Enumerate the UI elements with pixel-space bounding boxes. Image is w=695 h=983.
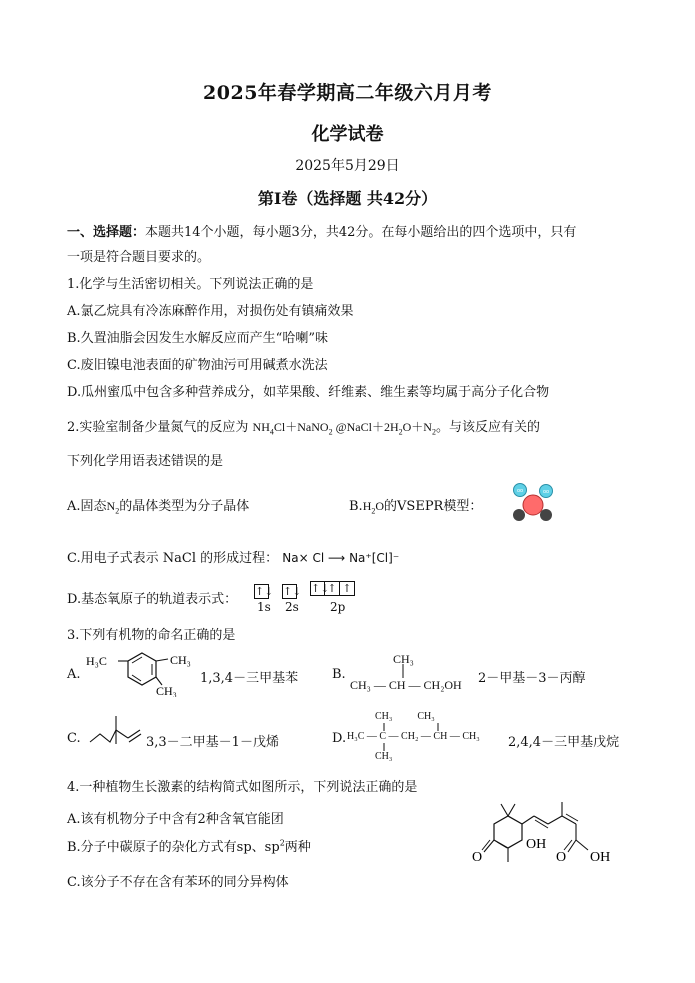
q1-option-d: D.瓜州蜜瓜中包含多种营养成分，如苹果酸、纤维素、维生素等均属于高分子化合物 <box>67 385 550 400</box>
exam-date: 2025年5月29日 <box>295 158 400 174</box>
nacl-cl-lhs: Cl <box>312 551 325 565</box>
q4-option-c: C.该分子不存在含有苯环的同分异构体 <box>67 875 289 890</box>
orbital-box: ↑↓ <box>311 582 330 595</box>
nacl-cl-rhs: Cl <box>376 551 389 565</box>
q2-reaction-equation: $NH_4Cl+NaNO_2$ $@NaCl+2H_2O+N_2$ <box>252 420 436 437</box>
q2-stem-post: 。与该反应有关的 <box>435 420 540 435</box>
orbital-label-2p: 2p <box>330 600 346 614</box>
q2-option-c <box>67 547 399 566</box>
nacl-lhs: Na× <box>282 551 309 565</box>
q3-option-c-label: C. <box>67 731 81 746</box>
nacl-rhs-end: ]⁻ <box>388 551 400 565</box>
vsepr-model-image <box>506 480 558 526</box>
orbital-label-2s: 2s <box>285 600 299 614</box>
svg-text:H₃C: H₃C <box>86 654 107 668</box>
svg-text:CH₃: CH₃ <box>156 684 177 697</box>
q2-stem-pre: 2.实验室制备少量氮气的反应为 <box>67 420 249 435</box>
q1-stem: 1.化学与生活密切相关。下列说法正确的是 <box>67 277 314 292</box>
q3-option-c-name: 3,3－二甲基－1－戊烯 <box>146 735 279 750</box>
trimethylbenzene-structure <box>84 645 200 697</box>
q2-stem-2: 下列化学用语表述错误的是 <box>67 454 224 469</box>
q4-option-b <box>67 836 311 855</box>
q2-option-a <box>67 495 249 515</box>
q3-option-d-name: 2,4,4－三甲基戊烷 <box>508 735 620 750</box>
plant-hormone-structure <box>468 800 648 870</box>
orbital-2p <box>310 581 355 596</box>
intro-text: 本题共14个小题，每小题3分，共42分。在每小题给出的四个选项中，只有 <box>145 225 577 240</box>
orbital-2s <box>282 581 302 600</box>
q4-option-a: A.该有机物分子中含有2种含氧官能团 <box>67 812 284 827</box>
q3-option-b-label: B. <box>332 667 346 682</box>
q3-d-bottom-methyl: CH₃ <box>375 751 393 762</box>
q3-b-bond <box>401 664 405 678</box>
q1-option-c: C.废旧镍电池表面的矿物油污可用碱煮水洗法 <box>67 358 328 373</box>
exam-title: 2025年春学期高二年级六月月考 <box>203 82 492 104</box>
q2-d-text: D.基态氧原子的轨道表示式： <box>67 592 238 607</box>
q3-option-b-name: 2－甲基－3－丙醇 <box>478 671 586 686</box>
dimethylpentene-structure <box>86 712 146 752</box>
intro-line-1 <box>67 221 576 240</box>
section-heading: 第Ⅰ卷（选择题 共42分） <box>257 189 438 208</box>
nacl-arrow: ⟶ <box>328 551 346 565</box>
orbital-label-1s: 1s <box>257 600 271 614</box>
nacl-rhs: Na⁺[ <box>349 551 377 565</box>
q2-option-b <box>349 495 482 515</box>
acid-oh-label: OH <box>590 850 611 865</box>
intro-lead: 一、选择题： <box>67 225 146 240</box>
q3-option-d-label: D. <box>332 731 347 746</box>
ketone-o-label: O <box>472 850 483 865</box>
q2-stem <box>67 416 540 436</box>
orbital-box: ↑↓ <box>283 585 302 598</box>
svg-text:oo: oo <box>517 488 524 494</box>
q3-d-top-methyls: CH₃ CH₃ <box>375 711 435 722</box>
q2-a-pre: A.固态 <box>67 499 107 514</box>
q3-d-main-chain: H₃C — C — CH₂ — CH — CH₃ <box>347 731 480 742</box>
q2-a-formula: $N_2$ <box>106 499 120 516</box>
q1-option-a: A.氯乙烷具有冷冻麻醉作用，对损伤处有镇痛效果 <box>67 304 354 319</box>
q4-stem: 4.一种植物生长激素的结构简式如图所示，下列说法正确的是 <box>67 780 418 795</box>
q3-d-bonds <box>347 711 487 763</box>
intro-line-2: 一项是符合题目要求的。 <box>67 250 211 265</box>
q2-c-text: C.用电子式表示 NaCl 的形成过程： <box>67 551 279 566</box>
q2-b-pre: B. <box>349 499 363 514</box>
q4-b-sup: 2 <box>279 838 285 848</box>
orbital-box: ↑ <box>340 581 355 596</box>
q1-option-b: B.久置油脂会因发生水解反应而产生“哈喇”味 <box>67 331 328 346</box>
q2-b-post: 的VSEPR模型： <box>384 499 483 514</box>
q2-a-post: 的晶体类型为分子晶体 <box>119 499 250 514</box>
svg-text:oo: oo <box>543 489 550 495</box>
orbital-1s <box>254 581 274 600</box>
q3-option-a-name: 1,3,4－三甲基苯 <box>200 671 299 686</box>
orbital-box: ↑ <box>325 581 340 596</box>
q2-b-formula: $H_2O$ <box>362 499 385 516</box>
orbital-box: ↑↓ <box>255 585 274 598</box>
q3-b-top-methyl: CH₃ <box>393 652 414 666</box>
q3-option-a-label: A. <box>67 667 81 682</box>
svg-text:CH₃: CH₃ <box>170 653 191 667</box>
q2-reaction-marker: @ <box>335 420 347 434</box>
exam-subtitle: 化学试卷 <box>311 124 384 145</box>
q2-option-d <box>67 588 237 607</box>
q4-b-post: 两种 <box>284 840 311 855</box>
q4-b-pre: B.分子中碳原子的杂化方式有sp、sp <box>67 840 280 855</box>
q3-stem: 3.下列有机物的命名正确的是 <box>67 628 236 643</box>
q3-b-main-chain: CH₃ — CH — CH₂OH <box>350 678 462 692</box>
acid-o-label: O <box>556 850 567 865</box>
nacl-electron-formula <box>282 551 399 565</box>
hydroxyl-label: OH <box>526 837 547 852</box>
